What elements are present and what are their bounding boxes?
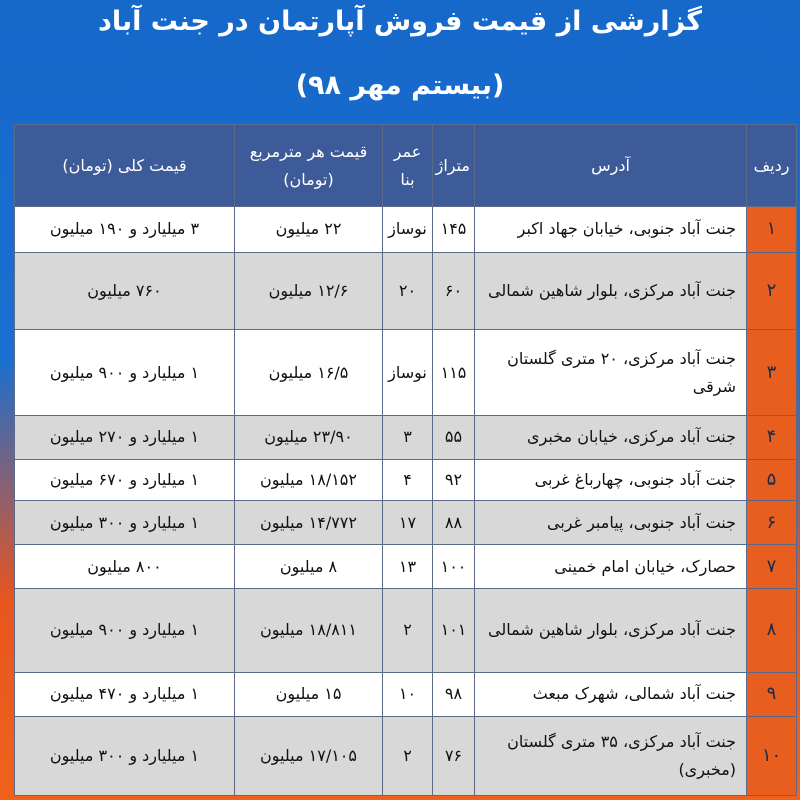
table-row — [15, 252, 797, 329]
total-price-cell: ۸۰۰ میلیون — [15, 545, 235, 589]
age-cell: ۳ — [383, 415, 433, 459]
address-cell: جنت آباد جنوبی، خیابان جهاد اکبر — [475, 207, 747, 253]
area-cell: ۱۰۰ — [433, 545, 475, 589]
price-per-meter-cell: ۸ میلیون — [235, 545, 383, 589]
total-price-cell: ۱ میلیارد و ۳۰۰ میلیون — [15, 716, 235, 795]
total-price-cell: ۱ میلیارد و ۹۰۰ میلیون — [15, 589, 235, 673]
radif-cell: ۲ — [747, 252, 797, 329]
table-row — [15, 716, 797, 795]
table-row — [15, 672, 797, 716]
address-cell: جنت آباد مرکزی، بلوار شاهین شمالی — [475, 252, 747, 329]
radif-cell: ۴ — [747, 415, 797, 459]
age-cell: ۴ — [383, 459, 433, 501]
price-per-meter-cell: ۱۲/۶ میلیون — [235, 252, 383, 329]
total-price-cell: ۱ میلیارد و ۶۷۰ میلیون — [15, 459, 235, 501]
table-row — [15, 501, 797, 545]
radif-cell: ۱ — [747, 207, 797, 253]
table-header-row — [15, 125, 797, 207]
address-cell: جنت آباد شمالی، شهرک مبعث — [475, 672, 747, 716]
area-cell: ۷۶ — [433, 716, 475, 795]
table-row — [15, 207, 797, 253]
header-address: آدرس — [475, 125, 747, 207]
table-row — [15, 415, 797, 459]
total-price-cell: ۷۶۰ میلیون — [15, 252, 235, 329]
address-cell: جنت آباد مرکزی، ۲۰ متری گلستان شرقی — [475, 330, 747, 416]
age-cell: نوساز — [383, 207, 433, 253]
price-per-meter-cell: ۲۲ میلیون — [235, 207, 383, 253]
table-row — [15, 330, 797, 416]
radif-cell: ۷ — [747, 545, 797, 589]
age-cell: ۲۰ — [383, 252, 433, 329]
area-cell: ۱۰۱ — [433, 589, 475, 673]
age-cell: نوساز — [383, 330, 433, 416]
radif-cell: ۵ — [747, 459, 797, 501]
price-per-meter-cell: ۱۶/۵ میلیون — [235, 330, 383, 416]
area-cell: ۹۲ — [433, 459, 475, 501]
radif-cell: ۶ — [747, 501, 797, 545]
area-cell: ۵۵ — [433, 415, 475, 459]
price-per-meter-cell: ۱۴/۷۷۲ میلیون — [235, 501, 383, 545]
total-price-cell: ۳ میلیارد و ۱۹۰ میلیون — [15, 207, 235, 253]
area-cell: ۸۸ — [433, 501, 475, 545]
address-cell: جنت آباد مرکزی، بلوار شاهین شمالی — [475, 589, 747, 673]
address-cell: جنت آباد جنوبی، چهارباغ غربی — [475, 459, 747, 501]
table-row — [15, 589, 797, 673]
report-date: (بیستم مهر ۹۸) — [295, 70, 505, 101]
area-cell: ۱۴۵ — [433, 207, 475, 253]
header-total-price: قیمت کلی (تومان) — [15, 125, 235, 207]
price-table — [14, 124, 797, 796]
price-per-meter-cell: ۲۳/۹۰ میلیون — [235, 415, 383, 459]
address-cell: جنت آباد مرکزی، ۳۵ متری گلستان (مخبری) — [475, 716, 747, 795]
price-per-meter-cell: ۱۸/۱۵۲ میلیون — [235, 459, 383, 501]
radif-cell: ۱۰ — [747, 716, 797, 795]
age-cell: ۲ — [383, 589, 433, 673]
age-cell: ۱۷ — [383, 501, 433, 545]
table-row — [15, 545, 797, 589]
age-cell: ۲ — [383, 716, 433, 795]
price-per-meter-cell: ۱۷/۱۰۵ میلیون — [235, 716, 383, 795]
age-cell: ۱۰ — [383, 672, 433, 716]
table-row — [15, 459, 797, 501]
area-cell: ۹۸ — [433, 672, 475, 716]
header-area: متراژ — [433, 125, 475, 207]
report-title: گزارشی از قیمت فروش آپارتمان در جنت آباد — [97, 6, 702, 37]
price-per-meter-cell: ۱۸/۸۱۱ میلیون — [235, 589, 383, 673]
radif-cell: ۸ — [747, 589, 797, 673]
area-cell: ۶۰ — [433, 252, 475, 329]
price-per-meter-cell: ۱۵ میلیون — [235, 672, 383, 716]
total-price-cell: ۱ میلیارد و ۴۷۰ میلیون — [15, 672, 235, 716]
address-cell: حصارک، خیابان امام خمینی — [475, 545, 747, 589]
radif-cell: ۹ — [747, 672, 797, 716]
area-cell: ۱۱۵ — [433, 330, 475, 416]
total-price-cell: ۱ میلیارد و ۲۷۰ میلیون — [15, 415, 235, 459]
header-age: عمر بنا — [383, 125, 433, 207]
header-radif: ردیف — [747, 125, 797, 207]
address-cell: جنت آباد مرکزی، خیابان مخبری — [475, 415, 747, 459]
radif-cell: ۳ — [747, 330, 797, 416]
price-table-container — [14, 124, 796, 796]
total-price-cell: ۱ میلیارد و ۹۰۰ میلیون — [15, 330, 235, 416]
total-price-cell: ۱ میلیارد و ۳۰۰ میلیون — [15, 501, 235, 545]
header-price-per-meter: قیمت هر مترمربع (تومان) — [235, 125, 383, 207]
address-cell: جنت آباد جنوبی، پیامبر غربی — [475, 501, 747, 545]
age-cell: ۱۳ — [383, 545, 433, 589]
